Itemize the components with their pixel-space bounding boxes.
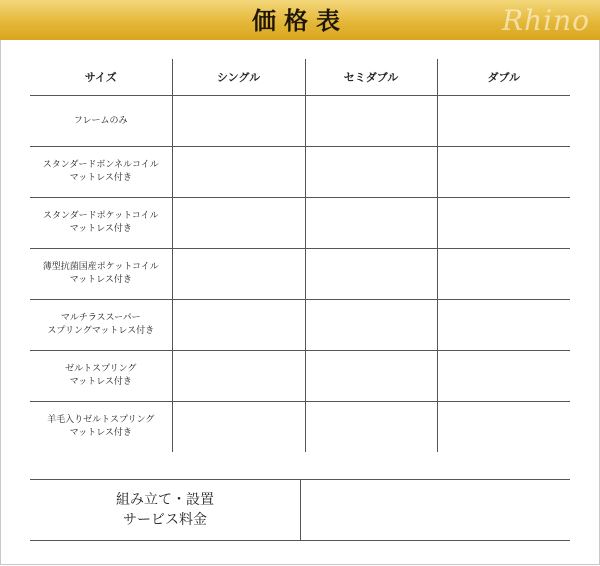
service-fee-row [30, 480, 570, 541]
table-row [30, 351, 570, 402]
row-label: ゼルトスプリング マットレス付き [30, 351, 172, 402]
table-row [30, 96, 570, 147]
price-cell-double [437, 402, 570, 453]
price-cell-double [437, 351, 570, 402]
page-title: 価格表 [252, 6, 348, 35]
row-label: スタンダードポケットコイル マットレス付き [30, 198, 172, 249]
column-header-semi-double: セミダブル [305, 59, 437, 96]
table-row [30, 147, 570, 198]
row-label: 薄型抗菌国産ポケットコイル マットレス付き [30, 249, 172, 300]
column-header-single: シングル [172, 59, 305, 96]
price-cell-semi-double [305, 402, 437, 453]
price-cell-semi-double [305, 96, 437, 147]
brand-logo: Rhino [502, 4, 590, 37]
service-fee-table [30, 479, 570, 541]
row-label: スタンダードボンネルコイル マットレス付き [30, 147, 172, 198]
price-cell-semi-double [305, 249, 437, 300]
column-header-double: ダブル [437, 59, 570, 96]
price-cell-double [437, 198, 570, 249]
service-fee-value [301, 480, 571, 541]
price-table [30, 59, 570, 452]
price-cell-single [172, 249, 305, 300]
price-cell-semi-double [305, 300, 437, 351]
price-cell-single [172, 96, 305, 147]
price-cell-double [437, 249, 570, 300]
price-cell-single [172, 300, 305, 351]
price-cell-single [172, 198, 305, 249]
price-cell-semi-double [305, 198, 437, 249]
price-table-header-row [30, 59, 570, 96]
price-cell-single [172, 351, 305, 402]
price-cell-double [437, 147, 570, 198]
price-cell-single [172, 402, 305, 453]
table-row [30, 402, 570, 453]
price-cell-semi-double [305, 147, 437, 198]
column-header-size: サイズ [30, 59, 172, 96]
row-label: フレームのみ [30, 96, 172, 147]
table-row [30, 249, 570, 300]
price-cell-double [437, 96, 570, 147]
row-label: 羊毛入りゼルトスプリング マットレス付き [47, 415, 155, 438]
service-fee-label: 組み立て・設置 サービス料金 [30, 480, 301, 541]
price-cell-semi-double [305, 351, 437, 402]
table-row [30, 300, 570, 351]
price-cell-double [437, 300, 570, 351]
row-label: マルチラススーパー スプリングマットレス付き [30, 300, 172, 351]
price-cell-single [172, 147, 305, 198]
table-row [30, 198, 570, 249]
